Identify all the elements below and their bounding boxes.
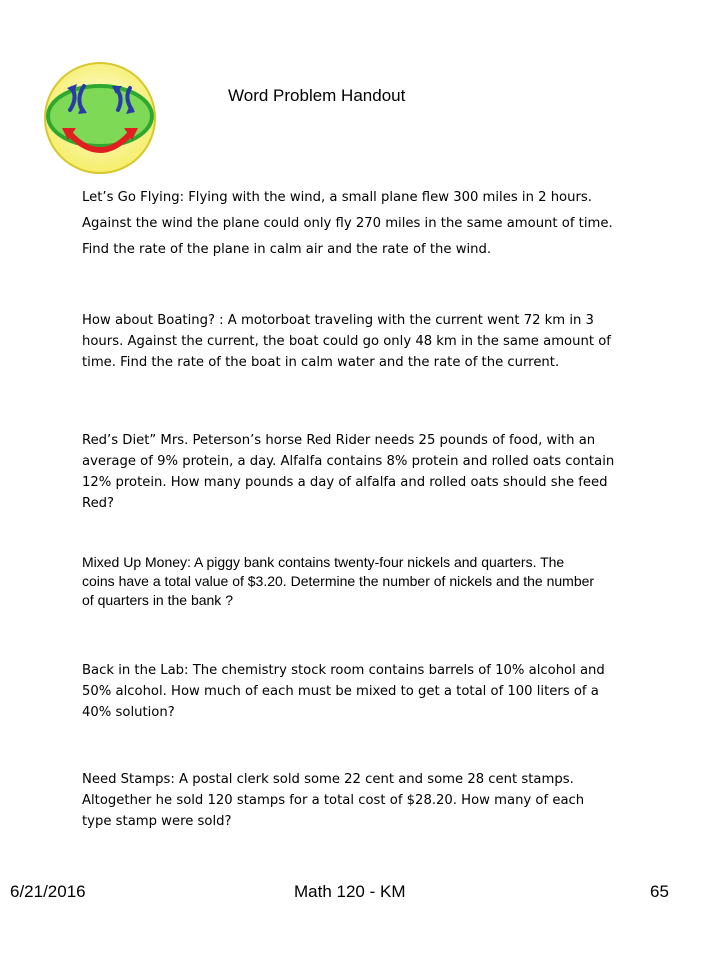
problem-line: Need Stamps: A postal clerk sold some 22 cent and some 28 cent stamps. — [82, 772, 574, 787]
problem-line: Mixed Up Money: A piggy bank contains twenty-four nickels and quarters. The — [82, 554, 565, 570]
problem-line: Red’s Diet” Mrs. Peterson’s horse Red Rider needs 25 pounds of food, with an — [82, 433, 596, 448]
problem-stamps — [82, 769, 702, 832]
problem-line: hours. Against the current, the boat could go only 48 km in the same amount of — [82, 334, 611, 349]
problem-money — [82, 553, 702, 610]
problem-line: 40% solution? — [82, 705, 175, 720]
smiley-face-icon — [40, 58, 160, 178]
problem-diet — [82, 430, 702, 514]
problem-line: coins have a total value of $3.20. Determine the number of nickels and the number — [82, 573, 595, 589]
problem-line: average of 9% protein, a day. Alfalfa contains 8% protein and rolled oats contain — [82, 454, 615, 469]
problem-line: 12% protein. How many pounds a day of alfalfa and rolled oats should she feed — [82, 475, 608, 490]
problem-line: Red? — [82, 496, 115, 511]
problem-line: of quarters in the bank ? — [82, 592, 233, 608]
problem-line: Find the rate of the plane in calm air and the rate of the wind. — [82, 242, 492, 257]
problem-line: How about Boating? : A motorboat traveling with the current went 72 km in 3 — [82, 313, 594, 328]
problem-flying — [82, 185, 702, 263]
problem-line: Altogether he sold 120 stamps for a total cost of $28.20. How many of each — [82, 793, 585, 808]
problem-line: time. Find the rate of the boat in calm water and the rate of the current. — [82, 355, 560, 370]
page-title: Word Problem Handout — [228, 86, 406, 105]
problem-lab — [82, 660, 702, 723]
footer-course: Math 120 - KM — [294, 882, 406, 901]
footer-page-number: 65 — [650, 882, 669, 901]
problem-line: type stamp were sold? — [82, 814, 232, 829]
footer-date: 6/21/2016 — [10, 882, 86, 901]
problem-line: Back in the Lab: The chemistry stock room contains barrels of 10% alcohol and — [82, 663, 605, 678]
problem-boating — [82, 310, 702, 373]
problem-line: 50% alcohol. How much of each must be mixed to get a total of 100 liters of a — [82, 684, 599, 699]
problem-line: Let’s Go Flying: Flying with the wind, a small plane flew 300 miles in 2 hours. — [82, 190, 592, 205]
problem-line: Against the wind the plane could only fly 270 miles in the same amount of time. — [82, 216, 613, 231]
